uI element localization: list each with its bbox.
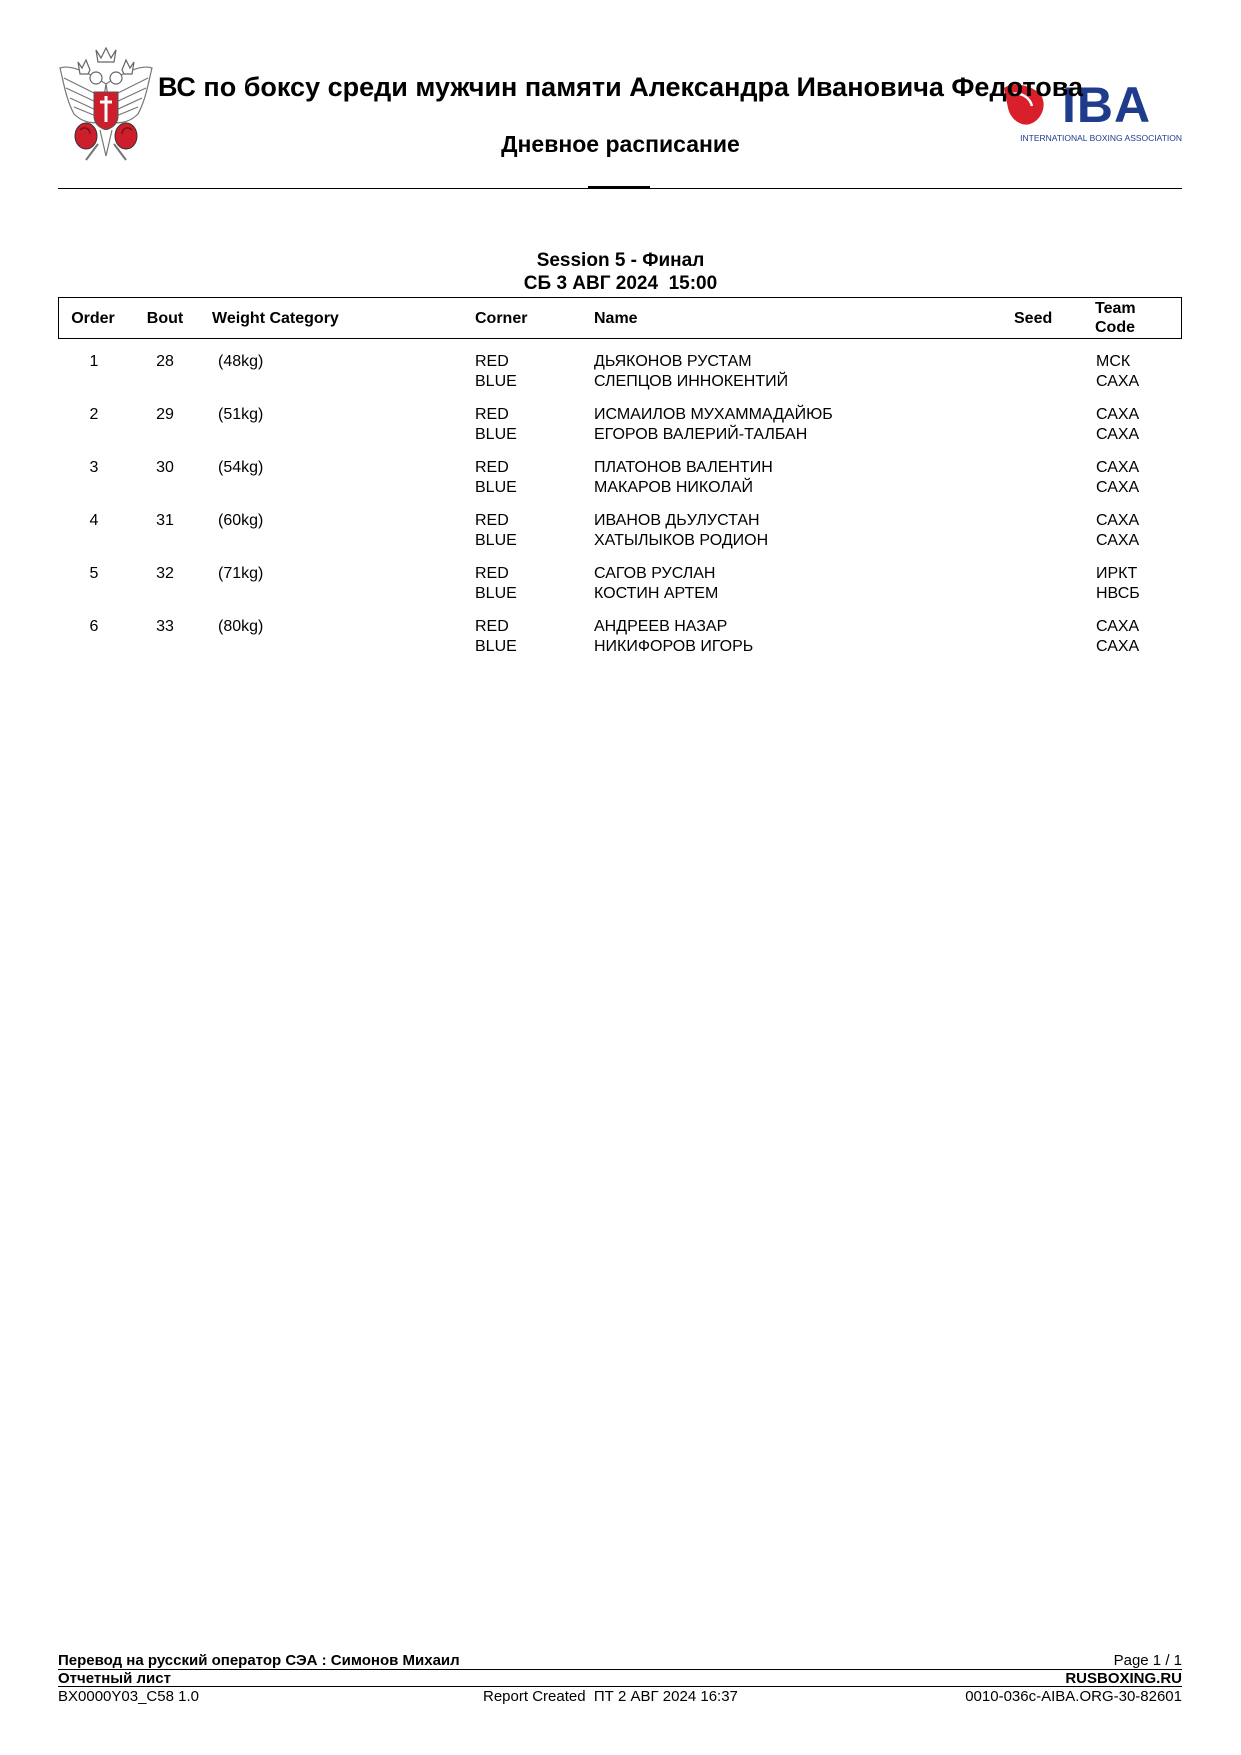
- bout-cell: 29: [156, 406, 174, 423]
- red-name-cell: ИВАНОВ ДЬУЛУСТАН: [594, 512, 760, 529]
- red-name-cell: ПЛАТОНОВ ВАЛЕНТИН: [594, 459, 773, 476]
- blue-name-cell: КОСТИН АРТЕМ: [594, 585, 719, 602]
- column-header-corner: Corner: [475, 310, 528, 327]
- document-subtitle: Дневное расписание: [501, 131, 740, 157]
- table-header: [58, 297, 1182, 339]
- footer-site: RUSBOXING.RU: [1065, 1670, 1182, 1687]
- blue-corner-cell: BLUE: [475, 426, 517, 443]
- red-corner-cell: RED: [475, 406, 509, 423]
- column-header-name: Name: [594, 310, 638, 327]
- blue-team-cell: САХА: [1096, 426, 1140, 443]
- order-cell: 5: [89, 565, 99, 582]
- footer-report-created: Report Created ПТ 2 АВГ 2024 16:37: [483, 1688, 738, 1705]
- blue-corner-cell: BLUE: [475, 532, 517, 549]
- bout-cell: 33: [156, 618, 174, 635]
- red-team-cell: САХА: [1096, 459, 1140, 476]
- bout-cell: 30: [156, 459, 174, 476]
- session-datetime: СБ 3 АВГ 2024 15:00: [523, 273, 718, 294]
- red-corner-cell: RED: [475, 565, 509, 582]
- blue-team-cell: САХА: [1096, 373, 1140, 390]
- order-cell: 3: [89, 459, 99, 476]
- weight-cell: (51kg): [218, 406, 264, 423]
- bout-row: [0, 353, 1241, 398]
- header-divider: [58, 188, 1182, 189]
- document-title: ВС по боксу среди мужчин памяти Александра Ивановича Федотова: [157, 72, 1084, 102]
- blue-team-cell: САХА: [1096, 479, 1140, 496]
- blue-name-cell: СЛЕПЦОВ ИННОКЕНТИЙ: [594, 373, 789, 390]
- red-name-cell: САГОВ РУСЛАН: [594, 565, 716, 582]
- footer-page-number: Page 1 / 1: [1113, 1652, 1182, 1669]
- column-header-bout: Bout: [146, 310, 184, 327]
- column-header-team-line2: Code: [1095, 319, 1135, 336]
- weight-cell: (54kg): [218, 459, 264, 476]
- column-header-order: Order: [71, 310, 115, 327]
- iba-caption: INTERNATIONAL BOXING ASSOCIATION: [1020, 133, 1182, 143]
- bout-cell: 31: [156, 512, 174, 529]
- footer-report-type: Отчетный лист: [58, 1670, 171, 1687]
- footer-divider-bottom: [58, 1686, 1182, 1687]
- footer-divider-top: [58, 1669, 1182, 1670]
- red-name-cell: ДЬЯКОНОВ РУСТАМ: [594, 353, 752, 370]
- blue-name-cell: НИКИФОРОВ ИГОРЬ: [594, 638, 754, 655]
- footer-doc-code: BX0000Y03_C58 1.0: [58, 1688, 199, 1705]
- header-divider-accent: [588, 186, 650, 188]
- bout-cell: 32: [156, 565, 174, 582]
- blue-corner-cell: BLUE: [475, 373, 517, 390]
- footer-ref-code: 0010-036c-AIBA.ORG-30-82601: [965, 1688, 1182, 1705]
- order-cell: 2: [89, 406, 99, 423]
- red-team-cell: САХА: [1096, 512, 1140, 529]
- bout-row: [0, 406, 1241, 451]
- column-header-team-line1: Team: [1095, 300, 1136, 317]
- order-cell: 4: [89, 512, 99, 529]
- red-team-cell: САХА: [1096, 618, 1140, 635]
- footer-translator: Перевод на русский оператор СЭА : Симонов Михаил: [58, 1652, 460, 1669]
- iba-wordmark: IBA: [1062, 77, 1152, 133]
- bout-row: [0, 459, 1241, 504]
- blue-name-cell: ХАТЫЛЫКОВ РОДИОН: [594, 532, 769, 549]
- weight-cell: (48kg): [218, 353, 264, 370]
- red-name-cell: ИСМАИЛОВ МУХАММАДАЙЮБ: [594, 406, 833, 423]
- bout-row: [0, 565, 1241, 610]
- blue-team-cell: САХА: [1096, 532, 1140, 549]
- red-corner-cell: RED: [475, 459, 509, 476]
- blue-team-cell: САХА: [1096, 638, 1140, 655]
- session-title: Session 5 - Финал: [536, 250, 705, 271]
- blue-team-cell: НВСБ: [1096, 585, 1140, 602]
- order-cell: 6: [89, 618, 99, 635]
- red-team-cell: МСК: [1096, 353, 1131, 370]
- weight-cell: (80kg): [218, 618, 264, 635]
- column-header-seed: Seed: [1014, 310, 1053, 327]
- weight-cell: (71kg): [218, 565, 264, 582]
- blue-corner-cell: BLUE: [475, 585, 517, 602]
- red-name-cell: АНДРЕЕВ НАЗАР: [594, 618, 728, 635]
- red-team-cell: САХА: [1096, 406, 1140, 423]
- red-corner-cell: RED: [475, 618, 509, 635]
- red-corner-cell: RED: [475, 353, 509, 370]
- bout-cell: 28: [156, 353, 174, 370]
- bout-row: [0, 618, 1241, 663]
- red-team-cell: ИРКТ: [1096, 565, 1138, 582]
- column-header-weight-category: Weight Category: [212, 310, 339, 327]
- blue-name-cell: МАКАРОВ НИКОЛАЙ: [594, 479, 754, 496]
- blue-name-cell: ЕГОРОВ ВАЛЕРИЙ-ТАЛБАН: [594, 426, 808, 443]
- red-corner-cell: RED: [475, 512, 509, 529]
- blue-corner-cell: BLUE: [475, 638, 517, 655]
- order-cell: 1: [89, 353, 99, 370]
- bout-row: [0, 512, 1241, 557]
- weight-cell: (60kg): [218, 512, 264, 529]
- blue-corner-cell: BLUE: [475, 479, 517, 496]
